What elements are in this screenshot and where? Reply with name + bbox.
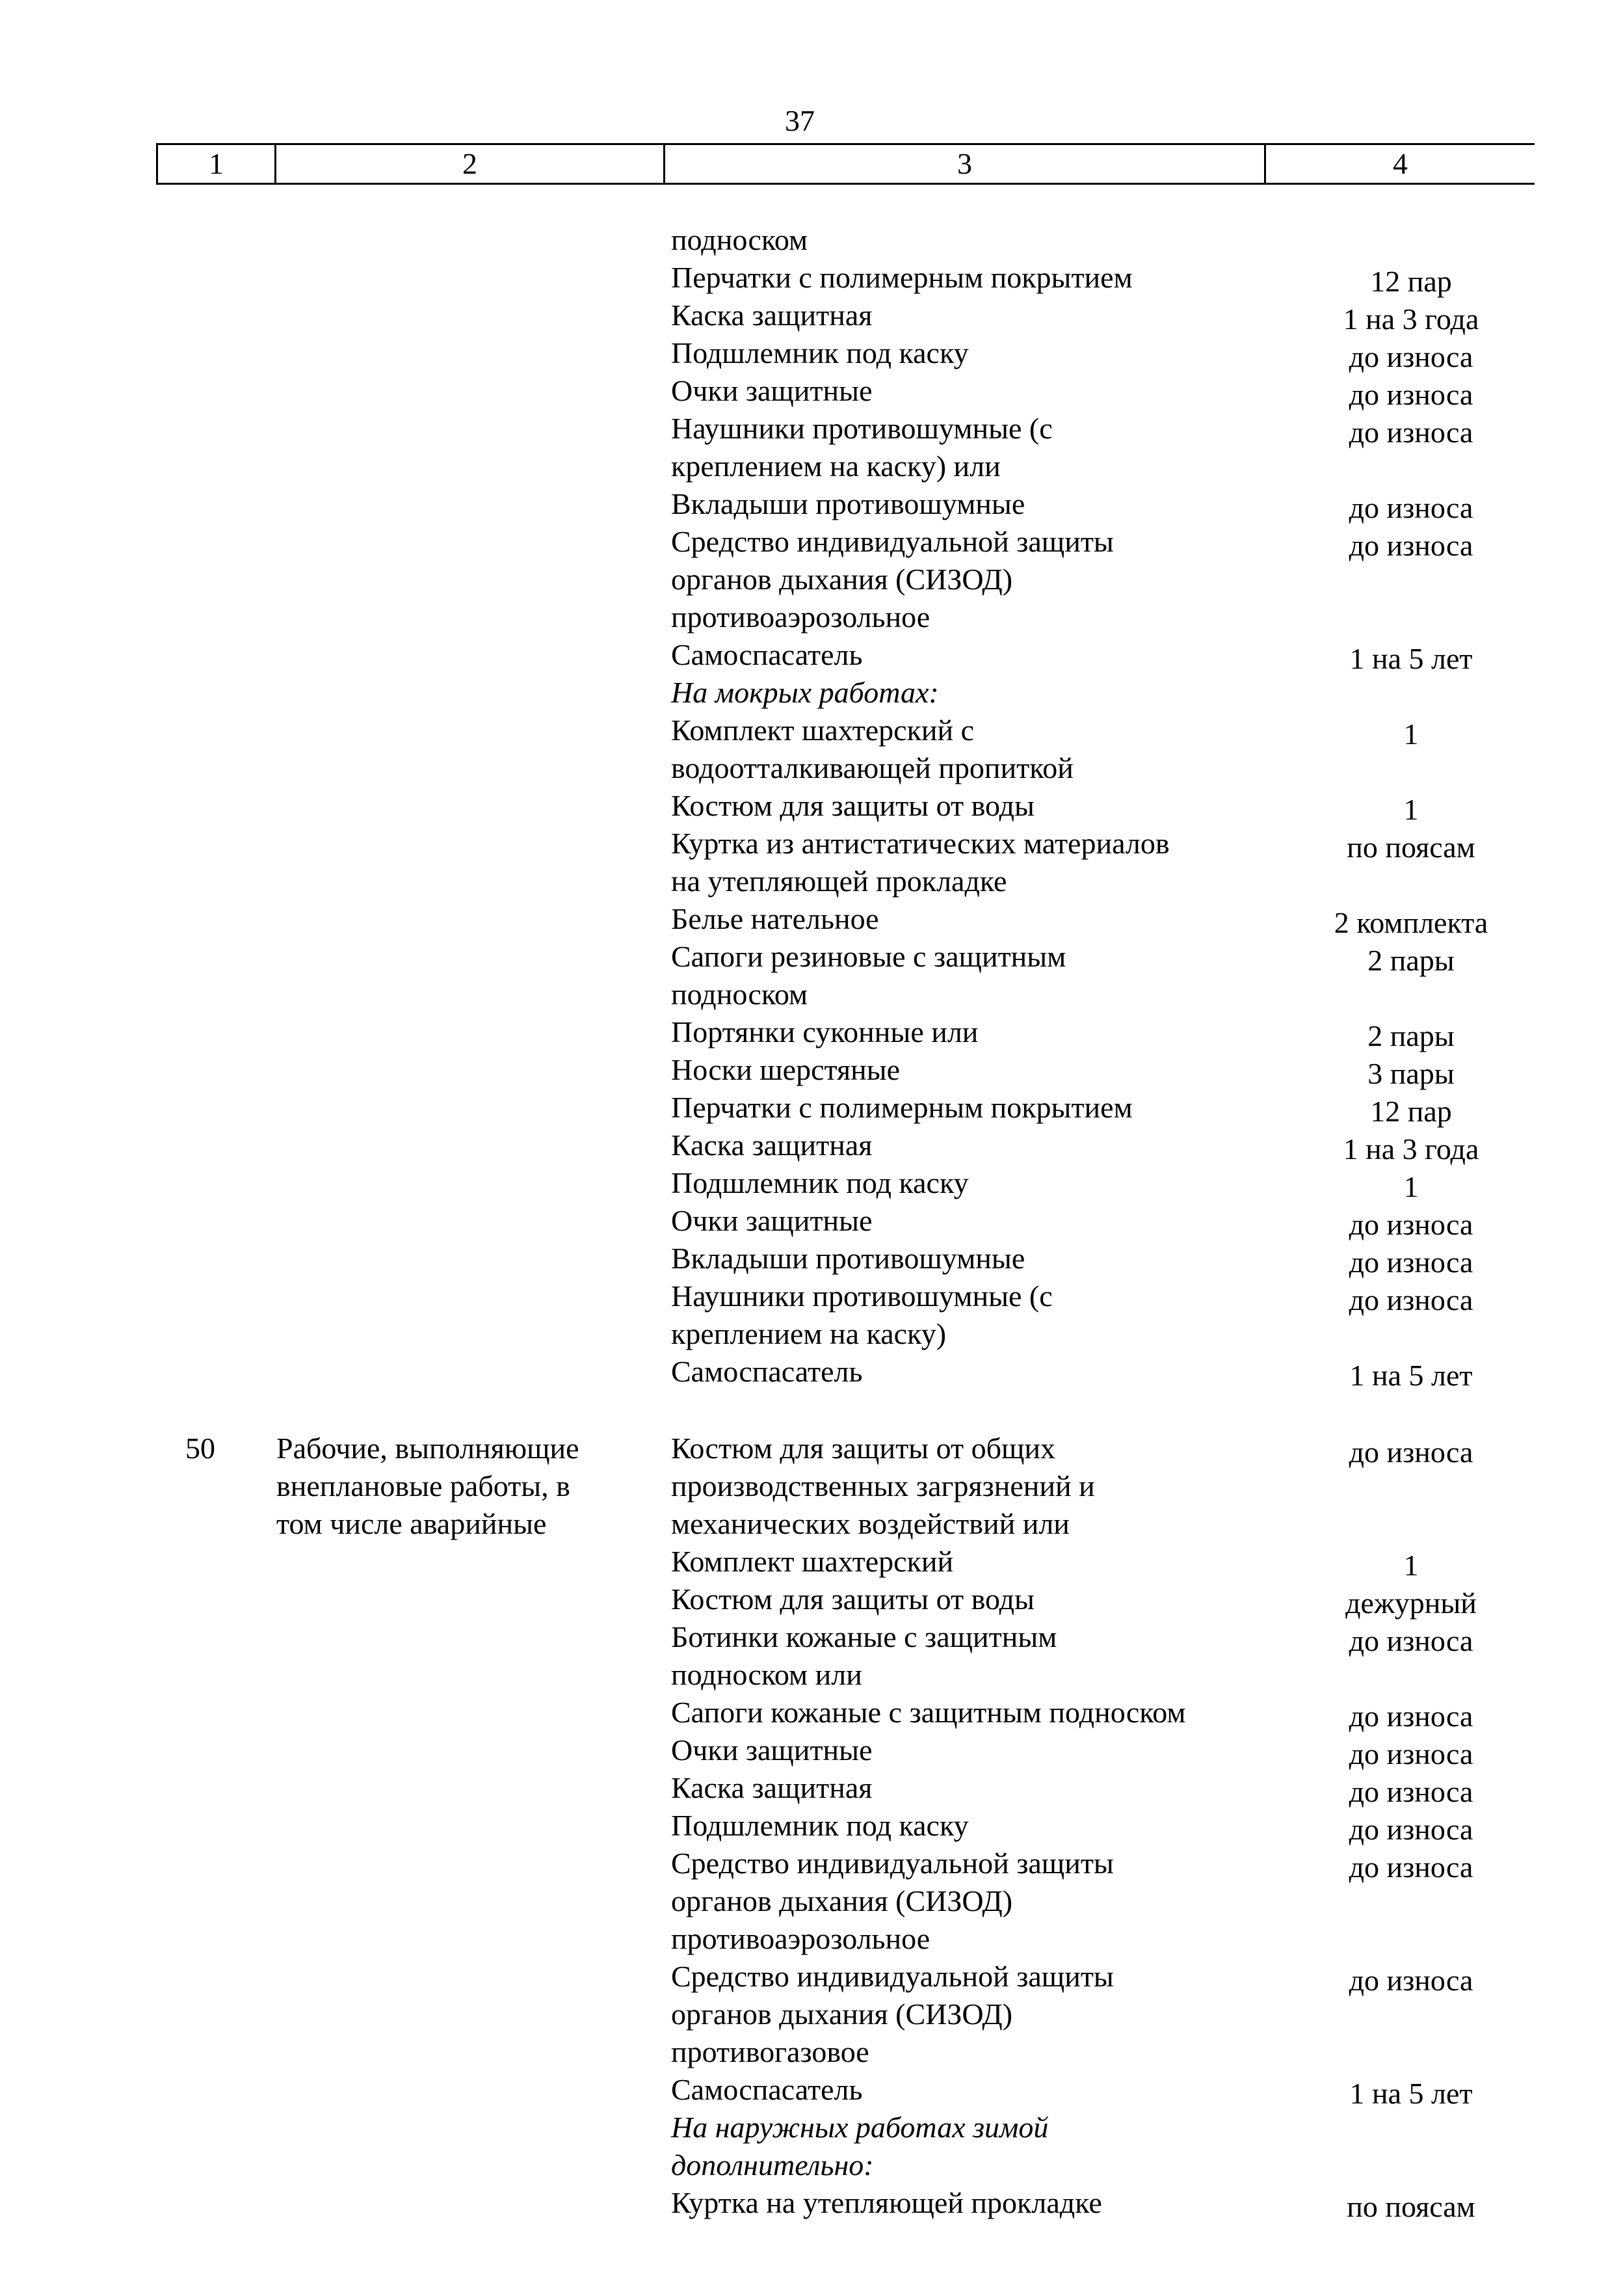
- issue-norm: 3 пары: [1367, 1057, 1455, 1090]
- ppe-item: Средство индивидуальной защиты органов дыхания (СИЗОД) противогазовое: [671, 1960, 1114, 2068]
- ppe-item: Сапоги кожаные с защитным подноском: [671, 1696, 1186, 1729]
- ppe-item: Сапоги резиновые с защитным подноском: [671, 940, 1066, 1011]
- issue-norm: 12 пар: [1370, 1095, 1452, 1128]
- ppe-item: Портянки суконные или: [671, 1015, 979, 1048]
- issue-norm: до износа: [1349, 1737, 1473, 1770]
- issue-norm: до износа: [1349, 1813, 1473, 1846]
- ppe-item: Костюм для защиты от общих производственных загрязнений и механических воздействий или: [671, 1432, 1095, 1540]
- ppe-item: Самоспасатель: [671, 638, 863, 671]
- issue-norm: 2 пары: [1367, 944, 1455, 977]
- issue-norm: 1: [1403, 717, 1419, 751]
- header-col-2: 2: [276, 145, 665, 183]
- ppe-item: Наушники противошумные (с креплением на каску) или: [671, 412, 1053, 483]
- ppe-item: Подшлемник под каску: [671, 336, 969, 369]
- ppe-item: Очки защитные: [671, 374, 873, 407]
- ppe-item: Каска защитная: [671, 1128, 873, 1162]
- issue-norm: до износа: [1349, 1435, 1473, 1469]
- issue-norm: до износа: [1349, 1208, 1473, 1241]
- ppe-item: Куртка из антистатических материалов на утепляющей прокладке: [671, 827, 1170, 898]
- issue-norm: 1 на 3 года: [1343, 302, 1479, 336]
- ppe-item: Перчатки с полимерным покрытием: [671, 1091, 1133, 1124]
- header-col-4: 4: [1393, 147, 1408, 180]
- ppe-item: Подшлемник под каску: [671, 1166, 969, 1199]
- issue-norm: [1294, 2109, 1528, 2113]
- issue-norm: до износа: [1349, 1624, 1473, 1657]
- ppe-item: Носки шерстяные: [671, 1053, 901, 1086]
- issue-norm: до износа: [1349, 529, 1473, 562]
- issue-norm: дежурный: [1345, 1586, 1477, 1620]
- issue-norm: 1 на 3 года: [1343, 1132, 1479, 1166]
- ppe-item: Каска защитная: [671, 1771, 873, 1804]
- issue-norm: до износа: [1349, 378, 1473, 411]
- ppe-item: Наушники противошумные (с креплением на каску): [671, 1279, 1053, 1350]
- issue-norm: 1: [1403, 1549, 1419, 1582]
- issue-norm: до износа: [1349, 340, 1473, 373]
- ppe-item: Вкладыши противошумные: [671, 1242, 1025, 1275]
- ppe-item: Самоспасатель: [671, 2073, 863, 2106]
- ppe-item: Белье нательное: [671, 902, 879, 935]
- issue-norm: до износа: [1349, 491, 1473, 524]
- issue-norm: по поясам: [1347, 831, 1475, 864]
- section-subheading: На наружных работах зимой дополнительно:: [671, 2111, 1049, 2182]
- ppe-item: Костюм для защиты от воды: [671, 789, 1035, 822]
- issue-norm: 1: [1403, 793, 1419, 826]
- ppe-item: Костюм для защиты от воды: [671, 1582, 1035, 1616]
- ppe-item: Каска защитная: [671, 299, 873, 332]
- ppe-item: Очки защитные: [671, 1733, 873, 1767]
- issue-norm: до износа: [1349, 1700, 1473, 1733]
- ppe-item: Средство индивидуальной защиты органов дыхания (СИЗОД) противоаэрозольное: [671, 525, 1114, 634]
- row-number: 50: [185, 1432, 215, 1465]
- issue-norm: 2 комплекта: [1334, 906, 1488, 939]
- ppe-item: Средство индивидуальной защиты органов дыхания (СИЗОД) противоаэрозольное: [671, 1847, 1114, 1955]
- issue-norm: 2 пары: [1367, 1019, 1455, 1052]
- issue-norm: до износа: [1349, 1283, 1473, 1316]
- issue-norm: по поясам: [1347, 2190, 1475, 2223]
- table-header: [156, 143, 1535, 185]
- ppe-item: Ботинки кожаные с защитным подноском или: [671, 1620, 1057, 1691]
- issue-norm: до износа: [1349, 1964, 1473, 1997]
- profession-name: Рабочие, выполняющие внеплановые работы, в том числе аварийные: [276, 1432, 579, 1540]
- header-col-3: 3: [665, 145, 1266, 183]
- issue-norm: 1 на 5 лет: [1349, 2077, 1473, 2110]
- ppe-item: Перчатки с полимерным покрытием: [671, 261, 1133, 294]
- issue-norm: до износа: [1349, 1850, 1473, 1884]
- issue-norm: 12 пар: [1370, 265, 1452, 298]
- issue-norm: [1294, 221, 1528, 225]
- issue-norm: до износа: [1349, 416, 1473, 449]
- section-subheading: На мокрых работах:: [671, 676, 939, 709]
- header-col-1: 1: [158, 145, 276, 183]
- ppe-item: Очки защитные: [671, 1204, 873, 1237]
- issue-norm: 1 на 5 лет: [1349, 1359, 1473, 1392]
- ppe-item: Куртка на утепляющей прокладке: [671, 2186, 1102, 2219]
- issue-norm: до износа: [1349, 1775, 1473, 1808]
- ppe-item: Вкладыши противошумные: [671, 487, 1025, 520]
- issue-norm: 1: [1403, 1170, 1419, 1203]
- ppe-item: Комплект шахтерский: [671, 1545, 954, 1578]
- ppe-item: Самоспасатель: [671, 1355, 863, 1388]
- ppe-item: Подшлемник под каску: [671, 1809, 969, 1842]
- ppe-item: Комплект шахтерский с водоотталкивающей пропиткой: [671, 714, 1074, 784]
- issue-norm: 1 на 5 лет: [1349, 642, 1473, 675]
- ppe-item: подноском: [671, 223, 808, 256]
- issue-norm: [1294, 674, 1528, 678]
- page-number: 37: [785, 104, 815, 137]
- issue-norm: до износа: [1349, 1246, 1473, 1279]
